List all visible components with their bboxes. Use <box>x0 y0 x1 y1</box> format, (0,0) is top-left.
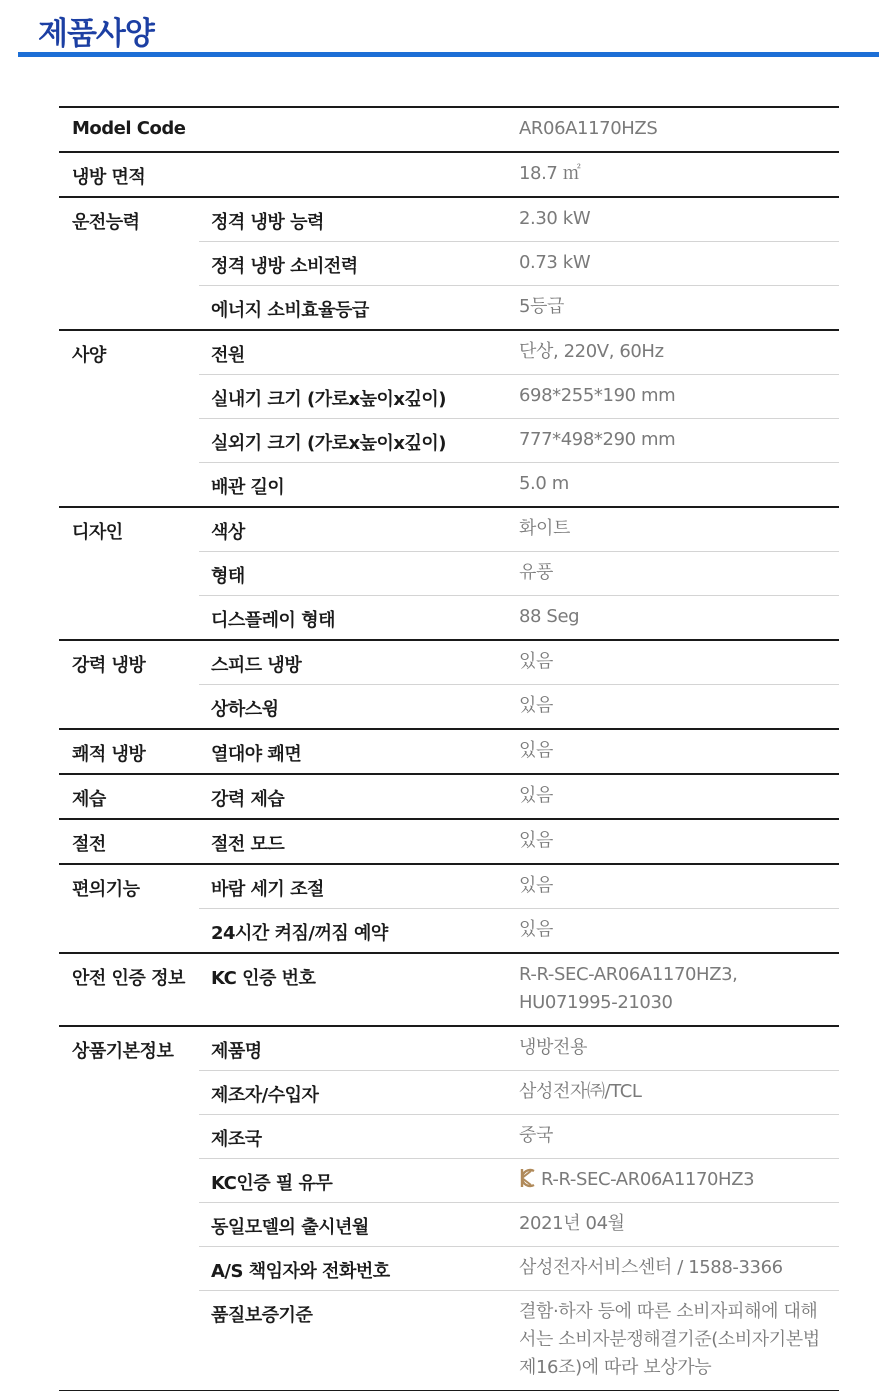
spec-row-label: A/S 책임자와 전화번호 <box>211 1261 390 1282</box>
spec-row-value: R-R-SEC-AR06A1170HZ3, HU071995-21030 <box>519 964 738 1013</box>
spec-row-label: 배관 길이 <box>211 477 285 498</box>
spec-group <box>59 331 839 508</box>
spec-group-label: 쾌적 냉방 <box>72 744 146 765</box>
spec-row-label: KC 인증 번호 <box>211 968 316 989</box>
spec-row <box>199 685 839 728</box>
spec-row-label: 24시간 켜짐/꺼짐 예약 <box>211 923 388 944</box>
spec-row-value: 2021년 04월 <box>519 1213 625 1234</box>
spec-row <box>199 596 839 639</box>
spec-group-label: 상품기본정보 <box>72 1041 174 1062</box>
spec-row <box>199 331 839 375</box>
spec-group-label: 절전 <box>72 834 106 855</box>
spec-table <box>59 106 839 1391</box>
spec-row <box>199 1159 839 1203</box>
spec-row-label: 강력 제습 <box>211 789 285 810</box>
spec-group <box>59 198 839 331</box>
spec-row-label: 품질보증기준 <box>211 1305 313 1326</box>
spec-row-label: 열대야 쾌면 <box>211 744 302 765</box>
spec-row <box>199 1203 839 1247</box>
spec-group-rows <box>199 775 839 818</box>
spec-group-rows <box>199 820 839 863</box>
spec-row <box>199 1115 839 1159</box>
spec-row <box>199 108 839 151</box>
spec-group <box>59 508 839 641</box>
spec-group <box>59 730 839 775</box>
spec-row-value: 있음 <box>519 651 553 672</box>
spec-row-value: 18.7 ㎡ <box>519 163 581 184</box>
spec-row-value: 있음 <box>519 785 553 806</box>
spec-group-rows <box>199 198 839 329</box>
spec-group-label: 디자인 <box>72 522 123 543</box>
spec-row-label: 실내기 크기 (가로x높이x깊이) <box>211 389 446 410</box>
spec-row-value: 698*255*190 mm <box>519 385 676 406</box>
spec-row-value: 결함·하자 등에 따른 소비자피해에 대해서는 소비자분쟁해결기준(소비자기본법 제16조)에 따라 보상가능 <box>519 1301 820 1378</box>
spec-row <box>199 286 839 329</box>
spec-group-rows <box>199 153 839 196</box>
spec-row <box>199 198 839 242</box>
spec-row-value: 5.0 m <box>519 473 569 494</box>
spec-group <box>59 153 839 198</box>
spec-group-label: 편의기능 <box>72 879 140 900</box>
spec-row-label: 제조자/수입자 <box>211 1085 319 1106</box>
spec-row <box>199 1027 839 1071</box>
spec-row <box>199 1291 839 1390</box>
spec-group-label: 제습 <box>72 789 106 810</box>
spec-row-label: 전원 <box>211 345 245 366</box>
spec-row-value: 0.73 kW <box>519 252 591 273</box>
spec-row-value: 있음 <box>519 740 553 761</box>
spec-group <box>59 775 839 820</box>
spec-row-label: 형태 <box>211 566 245 587</box>
spec-row <box>199 820 839 863</box>
spec-row-label <box>199 108 519 151</box>
spec-row-value: 있음 <box>519 830 553 851</box>
spec-row-value: 단상, 220V, 60Hz <box>519 341 664 362</box>
spec-row-value: 2.30 kW <box>519 208 591 229</box>
spec-row <box>199 641 839 685</box>
spec-group <box>59 641 839 730</box>
spec-row-value: 삼성전자㈜/TCL <box>519 1081 642 1102</box>
spec-row <box>199 419 839 463</box>
spec-group-rows <box>199 331 839 506</box>
spec-row-label: 디스플레이 형태 <box>211 610 335 631</box>
spec-group <box>59 954 839 1027</box>
spec-row-value: 화이트 <box>519 518 570 539</box>
spec-row-label: 바람 세기 조절 <box>211 879 324 900</box>
spec-row <box>199 463 839 506</box>
page-title: 제품사양 <box>38 16 154 52</box>
spec-row-value: 중국 <box>519 1125 553 1146</box>
spec-group-label: 운전능력 <box>72 212 140 233</box>
spec-row-label: 상하스윙 <box>211 699 279 720</box>
spec-group-rows <box>199 865 839 952</box>
spec-row-label: 색상 <box>211 522 245 543</box>
spec-row-value: 777*498*290 mm <box>519 429 676 450</box>
spec-row <box>199 508 839 552</box>
spec-group <box>59 820 839 865</box>
spec-group-label: 사양 <box>72 345 106 366</box>
spec-row-value: 있음 <box>519 875 553 896</box>
spec-row-value: 있음 <box>519 919 553 940</box>
spec-row-label: 절전 모드 <box>211 834 285 855</box>
spec-row <box>199 1247 839 1291</box>
spec-row <box>199 954 839 1025</box>
kc-mark-icon <box>519 1167 537 1189</box>
spec-row <box>199 909 839 952</box>
spec-group-label: 안전 인증 정보 <box>72 968 185 989</box>
spec-row <box>199 552 839 596</box>
spec-group-rows <box>199 108 839 151</box>
spec-group-rows <box>199 641 839 728</box>
spec-row-label: 정격 냉방 능력 <box>211 212 324 233</box>
spec-group-rows <box>199 730 839 773</box>
spec-row-value: 88 Seg <box>519 606 580 627</box>
spec-row-value: 삼성전자서비스센터 / 1588-3366 <box>519 1257 783 1278</box>
spec-row <box>199 730 839 773</box>
spec-row-label: 에너지 소비효율등급 <box>211 300 369 321</box>
spec-group-rows <box>199 508 839 639</box>
spec-row-label: 정격 냉방 소비전력 <box>211 256 358 277</box>
spec-row-value: 냉방전용 <box>519 1037 587 1058</box>
spec-row-label: 동일모델의 출시년월 <box>211 1217 369 1238</box>
spec-group-label: 강력 냉방 <box>72 655 146 676</box>
spec-group <box>59 1027 839 1391</box>
spec-row <box>199 1071 839 1115</box>
spec-row-label: 제조국 <box>211 1129 262 1150</box>
spec-row-value: 5등급 <box>519 296 565 317</box>
spec-row-value: 있음 <box>519 695 553 716</box>
spec-row-label: 실외기 크기 (가로x높이x깊이) <box>211 433 446 454</box>
spec-row-value: AR06A1170HZS <box>519 118 658 139</box>
spec-group-rows <box>199 954 839 1025</box>
spec-row-label <box>199 153 519 196</box>
spec-row-value <box>519 1156 839 1202</box>
spec-row-label: KC인증 필 유무 <box>211 1173 333 1194</box>
spec-row <box>199 242 839 286</box>
spec-row <box>199 153 839 196</box>
kc-cert-number: R-R-SEC-AR06A1170HZ3 <box>541 1169 755 1190</box>
spec-row <box>199 375 839 419</box>
spec-row-label: 제품명 <box>211 1041 262 1062</box>
spec-group <box>59 865 839 954</box>
title-underline <box>18 52 879 57</box>
spec-row-label: 스피드 냉방 <box>211 655 302 676</box>
spec-group-label: Model Code <box>72 118 186 139</box>
spec-group <box>59 108 839 153</box>
spec-row <box>199 775 839 818</box>
spec-row-value: 유풍 <box>519 562 553 583</box>
spec-row <box>199 865 839 909</box>
spec-group-label: 냉방 면적 <box>72 167 146 188</box>
spec-group-rows <box>199 1027 839 1390</box>
